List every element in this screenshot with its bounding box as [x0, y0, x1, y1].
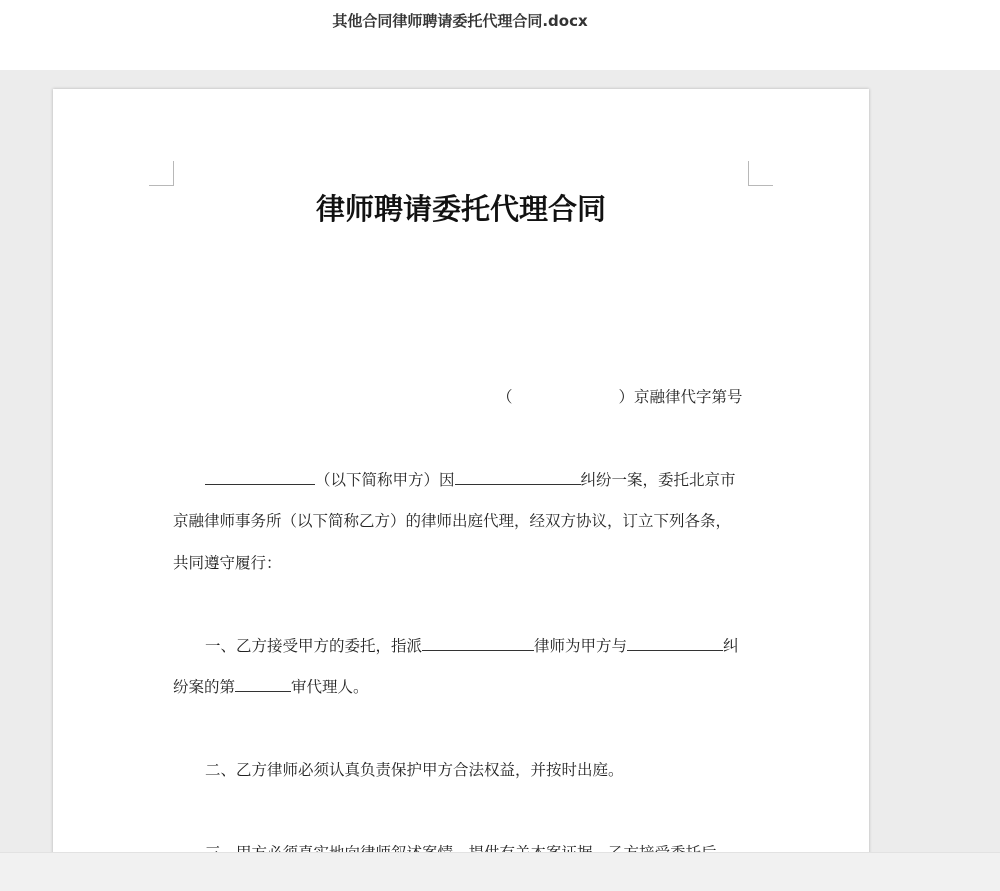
document-viewer[interactable]: [0, 70, 1000, 890]
paragraph-intro-line-3: 共同遵守履行：: [173, 554, 282, 572]
top-bar: [0, 0, 1000, 70]
paragraph-intro-line-1: [205, 470, 736, 490]
bottom-bar: [0, 852, 1000, 891]
blank-instance: [235, 677, 291, 692]
clause-2: 二、乙方律师必须认真负责保护甲方合法权益，并按时出庭。: [205, 761, 624, 779]
intro-text-1: （以下简称甲方）因: [315, 471, 455, 489]
margin-corner-top-left: [149, 161, 174, 186]
clause-1-line-1: [205, 636, 739, 656]
clause-1-line-2: [173, 677, 369, 697]
intro-text-2: 纠纷一案，委托北京市: [580, 471, 736, 489]
clause-1-text-3: 纠: [723, 637, 739, 655]
margin-corner-top-right: [748, 161, 773, 186]
clause-1-text-1: 一、乙方接受甲方的委托，指派: [205, 637, 423, 655]
clause-1-text-2: 律师为甲方与: [534, 637, 628, 655]
clause-1-text-5: 审代理人。: [291, 678, 369, 696]
clause-1-text-4: 纷案的第: [173, 678, 236, 696]
reference-open-paren: （: [497, 388, 513, 406]
blank-counterparty: [627, 636, 723, 651]
document-page: [53, 89, 869, 869]
blank-lawyer: [422, 636, 534, 651]
reference-number-line: [497, 387, 743, 407]
file-title: 其他合同律师聘请委托代理合同.docx: [332, 12, 588, 30]
reference-number-text: ）京融律代字第号: [618, 388, 743, 406]
paragraph-intro-line-2: 京融律师事务所（以下简称乙方）的律师出庭代理，经双方协议，订立下列各条，: [173, 512, 732, 530]
document-title: 律师聘请委托代理合同: [315, 192, 606, 226]
blank-dispute: [455, 470, 581, 485]
blank-party-a: [205, 470, 315, 485]
